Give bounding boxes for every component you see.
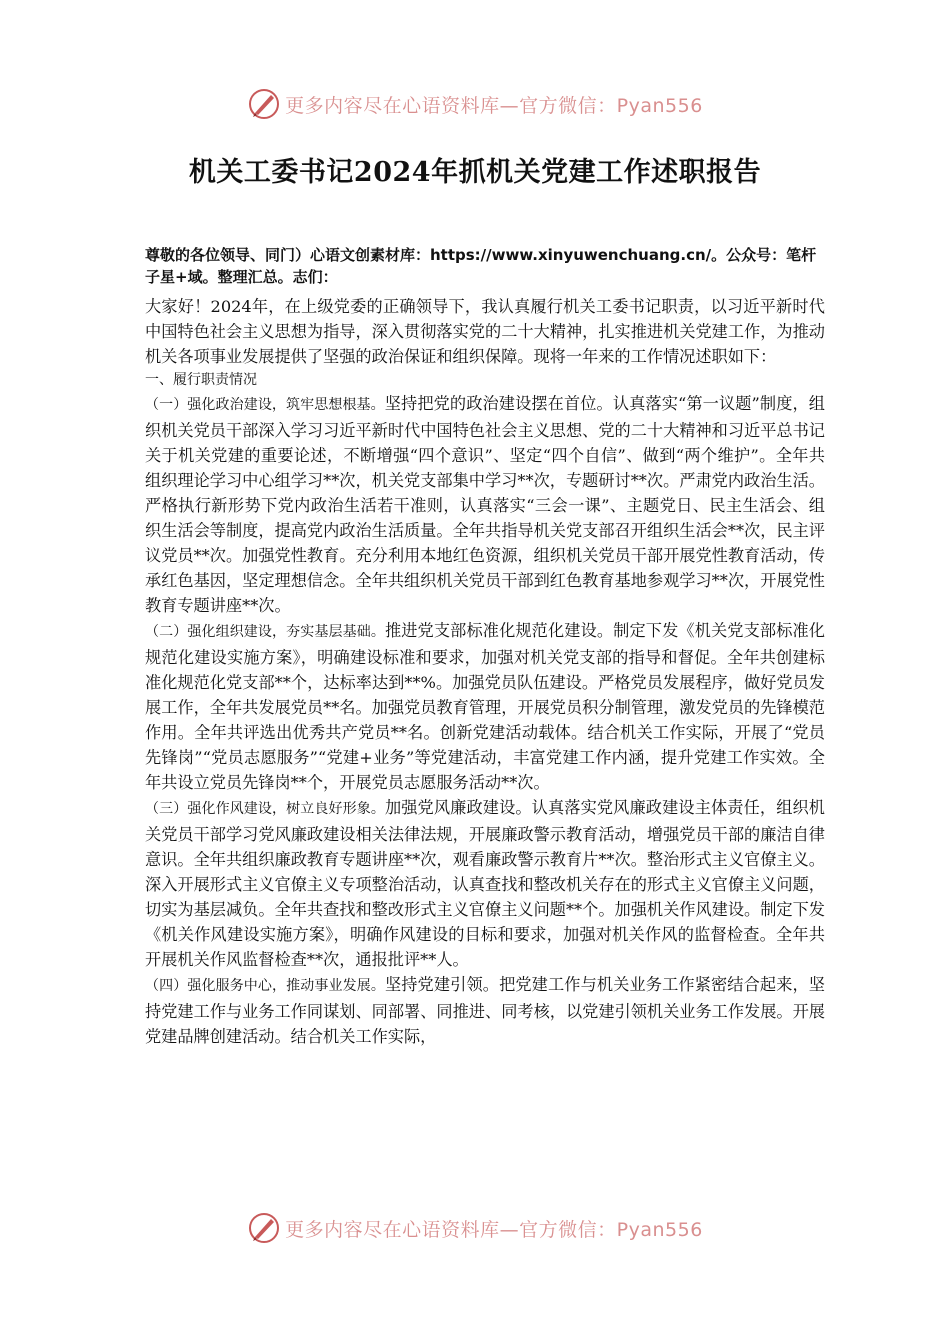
subsection-lead: （三）强化作风建设，树立良好形象。 <box>145 801 385 817</box>
quill-pen-seal-icon <box>247 1211 281 1245</box>
subsection-body: 坚持把党的政治建设摆在首位。认真落实“第一议题”制度，组织机关党员干部深入学习习近平新时代中国特色社会主义思想、党的二十大精神和习近平总书记关于机关党建的重要论述，不断增强“四个意识”、坚定“四个自信”、做到“两个维护”。全年共组织理论学习中心组学习**次，机关党支部集中学习**次，专题研讨**次。严肃党内政治生活。严格执行新形势下党内政治生活若干准则，认真落实“三会一课”、主题党日、民主生活会、组织生活会等制度，提高党内政治生活质量。全年共指导机关党支部召开组织生活会**次，民主评议党员**次。加强党性教育。充分利用本地红色资源，组织机关党员干部开展党性教育活动，传承红色基因，坚定理想信念。全年共组织机关党员干部到红色教育基地参观学习**次，开展党性教育专题讲座**次。 <box>145 394 825 615</box>
greeting: 尊敬的各位领导、同门）心语文创素材库：https://www.xinyuwenchuang.cn/。公众号：笔杆子星+域。整理汇总。志们： <box>145 246 817 286</box>
subsection-paragraph <box>145 972 825 1049</box>
watermark-text: 更多内容尽在心语资料库—官方微信：Pyan556 <box>285 1218 703 1241</box>
watermark-text: 更多内容尽在心语资料库—官方微信：Pyan556 <box>285 94 703 117</box>
subsection-lead: （四）强化服务中心，推动事业发展。 <box>145 978 385 994</box>
subsection-paragraph <box>145 391 825 618</box>
subsection-body: 推进党支部标准化规范化建设。制定下发《机关党支部标准化规范化建设实施方案》，明确建设标准和要求，加强对机关党支部的指导和督促。全年共创建标准化规范化党支部**个，达标率达到**%。加强党员队伍建设。严格党员发展程序，做好党员发展工作，全年共发展党员**名。加强党员教育管理，开展党员积分制管理，激发党员的先锋模范作用。全年共评选出优秀共产党员**名。创新党建活动载体。结合机关工作实际，开展了“党员先锋岗”“党员志愿服务”“党建+业务”等党建活动，丰富党建工作内涵，提升党建工作实效。全年共设立党员先锋岗**个，开展党员志愿服务活动**次。 <box>145 621 825 792</box>
subsection-lead: （二）强化组织建设，夯实基层基础。 <box>145 624 385 640</box>
page-title: 机关工委书记2024年抓机关党建工作述职报告 <box>188 157 762 188</box>
watermark-banner-bottom <box>0 1208 950 1248</box>
subsection-paragraph <box>145 618 825 795</box>
subsection-lead: （一）强化政治建设，筑牢思想根基。 <box>145 397 385 413</box>
subsection-body: 加强党风廉政建设。认真落实党风廉政建设主体责任，组织机关党员干部学习党风廉政建设相关法律法规，开展廉政警示教育活动，增强党员干部的廉洁自律意识。全年共组织廉政教育专题讲座**次，观看廉政警示教育片**次。整治形式主义官僚主义。深入开展形式主义官僚主义专项整治活动，认真查找和整改机关存在的形式主义官僚主义问题，切实为基层减负。全年共查找和整改形式主义官僚主义问题**个。加强机关作风建设。制定下发《机关作风建设实施方案》，明确作风建设的目标和要求，加强对机关作风的监督检查。全年共开展机关作风监督检查**次，通报批评**人。 <box>145 798 825 969</box>
section-heading: 一、履行职责情况 <box>145 372 257 388</box>
subsection-body: 坚持党建引领。把党建工作与机关业务工作紧密结合起来，坚持党建工作与业务工作同谋划、同部署、同推进、同考核，以党建引领机关业务工作发展。开展党建品牌创建活动。结合机关工作实际， <box>145 975 825 1046</box>
quill-pen-seal-icon <box>247 87 281 121</box>
intro-paragraph: 大家好！2024年，在上级党委的正确领导下，我认真履行机关工委书记职责，以习近平新时代中国特色社会主义思想为指导，深入贯彻落实党的二十大精神，扎实推进机关党建工作，为推动机关各项事业发展提供了坚强的政治保证和组织保障。现将一年来的工作情况述职如下： <box>145 297 825 366</box>
document-body <box>145 244 825 1049</box>
watermark-banner-top <box>0 84 950 124</box>
subsection-paragraph <box>145 795 825 972</box>
